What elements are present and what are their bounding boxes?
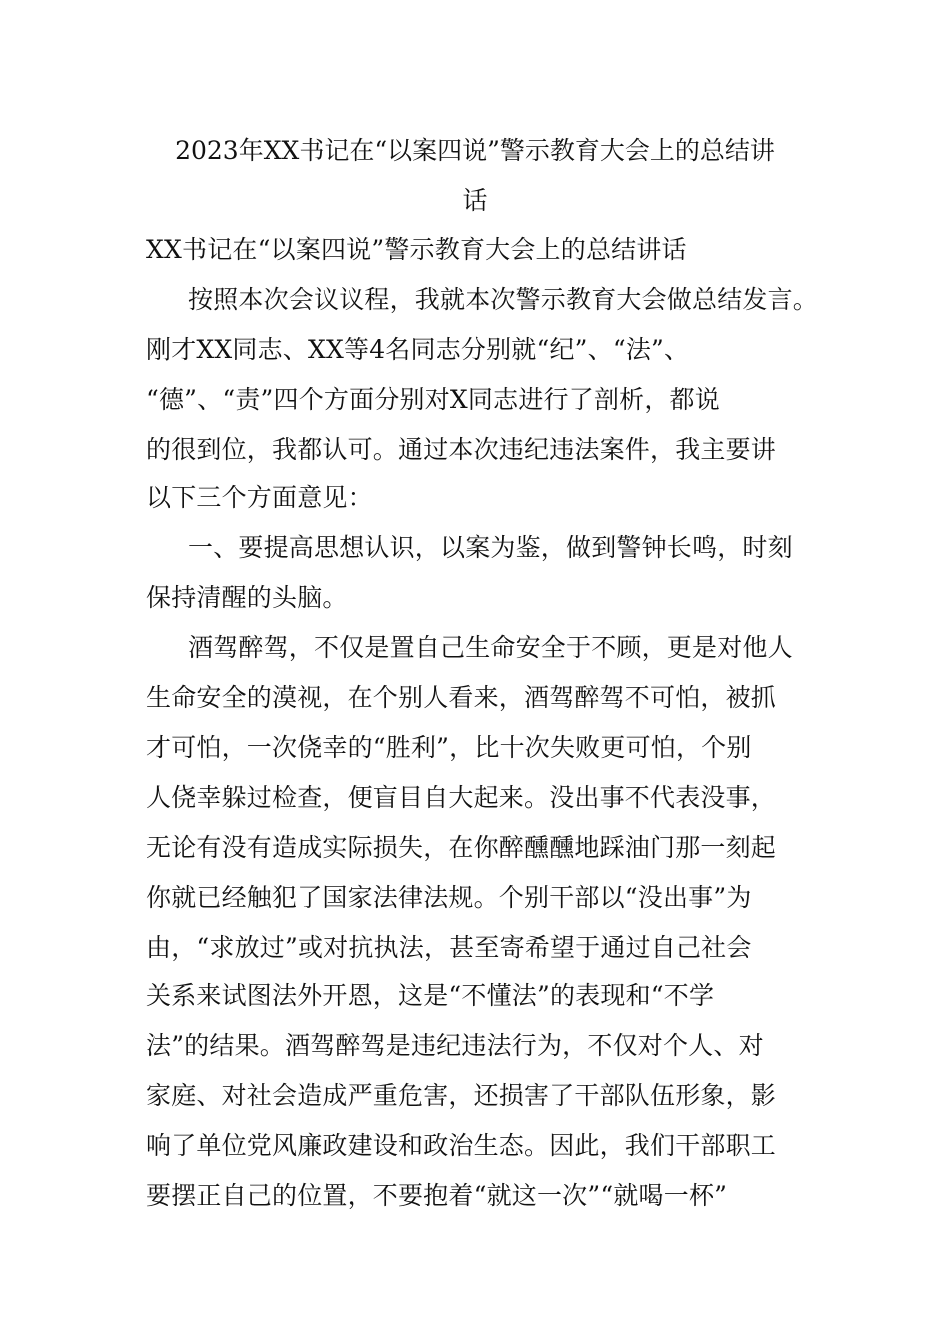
paragraph-line: 按照本次会议议程，我就本次警示教育大会做总结发言。 <box>188 285 819 314</box>
paragraph-line: 刚才XX同志、XX等4名同志分别就“纪”、“法”、 <box>146 335 690 364</box>
paragraph-line: 由，“求放过”或对抗执法，甚至寄希望于通过自己社会 <box>146 933 752 962</box>
section-heading-line: 一、要提高思想认识，以案为鉴，做到警钟长鸣，时刻 <box>188 533 793 562</box>
paragraph-line: 以下三个方面意见： <box>146 483 373 512</box>
paragraph-line: 响了单位党风廉政建设和政治生态。因此，我们干部职工 <box>146 1131 777 1160</box>
paragraph-line: 法”的结果。酒驾醉驾是违纪违法行为，不仅对个人、对 <box>146 1031 764 1060</box>
paragraph-line: 你就已经触犯了国家法律法规。个别干部以“没出事”为 <box>146 883 752 912</box>
paragraph-line: 关系来试图法外开恩，这是“不懂法”的表现和“不学 <box>146 981 715 1010</box>
section-heading-line: 保持清醒的头脑。 <box>146 583 348 612</box>
document-subtitle: XX书记在“以案四说”警示教育大会上的总结讲话 <box>146 235 687 264</box>
paragraph-line: 的很到位，我都认可。通过本次违纪违法案件，我主要讲 <box>146 435 777 464</box>
paragraph-line: 家庭、对社会造成严重危害，还损害了干部队伍形象，影 <box>146 1081 777 1110</box>
paragraph-line: 要摆正自己的位置，不要抱着“就这一次”“就喝一杯” <box>146 1181 728 1210</box>
paragraph-line: 才可怕，一次侥幸的“胜利”，比十次失败更可怕，个别 <box>146 733 752 762</box>
paragraph-line: 生命安全的漠视，在个别人看来，酒驾醉驾不可怕，被抓 <box>146 683 777 712</box>
paragraph-line: 无论有没有造成实际损失，在你醉醺醺地踩油门那一刻起 <box>146 833 777 862</box>
paragraph-line: 人侥幸躲过检查，便盲目自大起来。没出事不代表没事， <box>146 783 777 812</box>
paragraph-line: “德”、“责”四个方面分别对X同志进行了剖析，都说 <box>146 385 720 414</box>
document-title-line-2: 话 <box>462 186 488 215</box>
paragraph-line: 酒驾醉驾，不仅是置自己生命安全于不顾，更是对他人 <box>188 633 793 662</box>
document-title-line-1: 2023年XX书记在“以案四说”警示教育大会上的总结讲 <box>175 136 775 165</box>
